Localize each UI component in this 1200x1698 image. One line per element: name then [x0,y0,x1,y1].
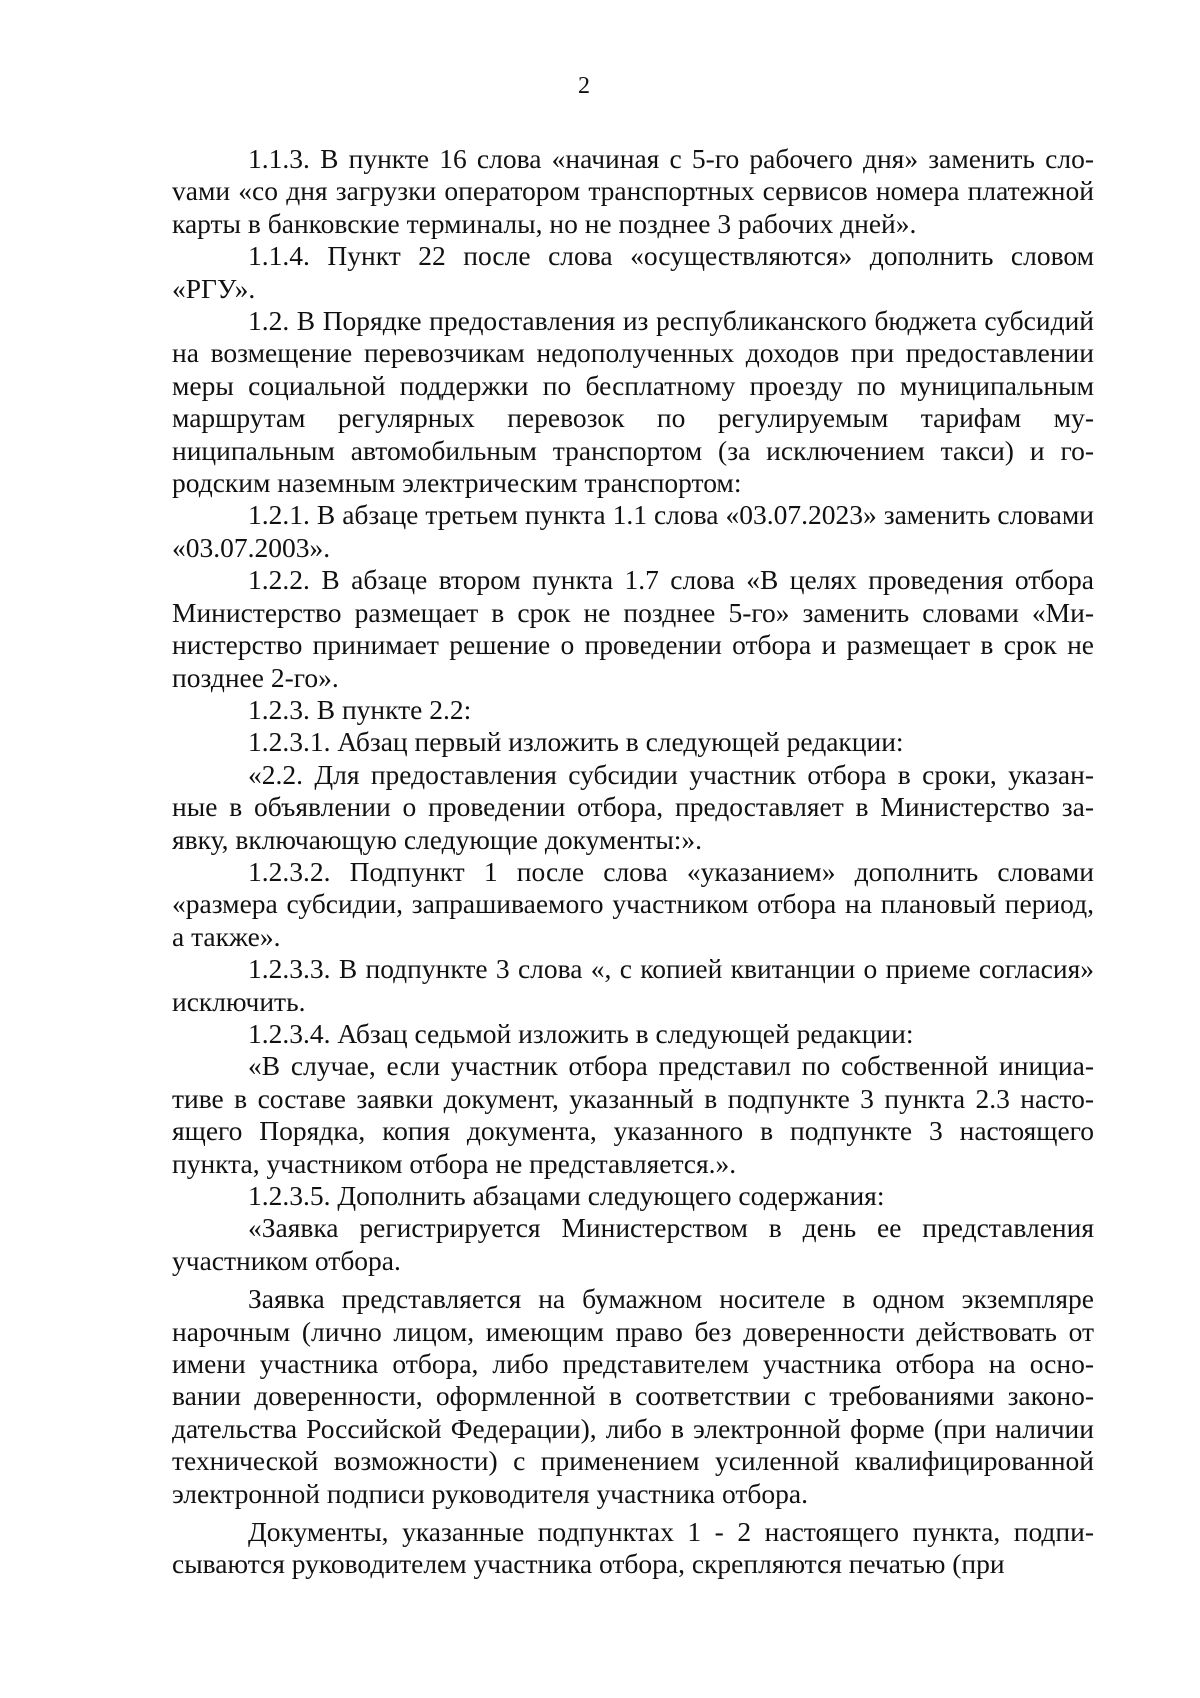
paragraph-1-1-4: 1.1.4. Пункт 22 после слова «осуществляются» дополнить словом «РГУ». [172,240,1094,304]
paragraph-documents-signing: Документы, указанные подпунктах 1 - 2 настоящего пункта, подписываются руководителем участника отбора, скрепляются печатью (при [172,1516,1094,1580]
paragraph-1-2-3-3: 1.2.3.3. В подпункте 3 слова «, с копией квитанции о приеме согласия» исключить. [172,953,1094,1017]
document-body [172,143,1094,1581]
paragraph-1-1-3: 1.1.3. В пункте 16 слова «начиная с 5-го рабочего дня» заменить слоvами «со дня загрузки оператором транспортных сервисов номера платежной карты в банковские терминалы, но не позднее 3 рабочих дней». [172,143,1094,239]
paragraph-quote-registration: «Заявка регистрируется Министерством в день ее представления участником отбора. [172,1212,1094,1276]
paragraph-1-2-3-4: 1.2.3.4. Абзац седьмой изложить в следующей редакции: [248,1017,914,1049]
paragraph-1-2-2: 1.2.2. В абзаце втором пункта 1.7 слова «В целях проведения отбора Министерство размещает в срок не позднее 5-го» заменить словами «Министерство принимает решение о проведении отбора и размещает в срок не позднее 2-го». [172,564,1094,693]
paragraph-1-2-1: 1.2.1. В абзаце третьем пункта 1.1 слова «03.07.2023» заменить словами «03.07.2003». [172,499,1094,563]
paragraph-1-2: 1.2. В Порядке предоставления из республиканского бюджета субсидий на возмещение перевозчикам недополученных доходов при предоставлении меры социальной поддержки по бесплатному проезду по муниципальным маршрутам регулярных перевозок по регулируемым тарифам муниципальным автомобильным транспортом (за исключением такси) и городским наземным электрическим транспортом: [172,305,1094,499]
paragraph-quote-case: «В случае, если участник отбора представил по собственной инициативе в составе заявки документ, указанный в подпункте 3 пункта 2.3 настоящего Порядка, копия документа, указанного в подпункте 3 настоящего пункта, участником отбора не представляется.». [172,1050,1094,1179]
paragraph-application-submission: Заявка представляется на бумажном носителе в одном экземпляре нарочным (лично лицом, имеющим право без доверенности действовать от имени участника отбора, либо представителем участника отбора на основании доверенности, оформленной в соответствии с требованиями законодательства Российской Федерации), либо в электронной форме (при наличии технической возможности) с применением усиленной квалифицированной электронной подписи руководителя участника отбора. [172,1283,1094,1509]
paragraph-1-2-3: 1.2.3. В пункте 2.2: [248,693,472,725]
page-number: 2 [578,73,590,99]
paragraph-1-2-3-2: 1.2.3.2. Подпункт 1 после слова «указанием» дополнить словами «размера субсидии, запрашиваемого участником отбора на плановый период, а также». [172,855,1094,952]
paragraph-1-2-3-1: 1.2.3.1. Абзац первый изложить в следующей редакции: [248,726,904,758]
paragraph-1-2-3-5: 1.2.3.5. Дополнить абзацами следующего содержания: [248,1180,885,1211]
paragraph-quote-2-2: «2.2. Для предоставления субсидии участник отбора в сроки, указанные в объявлении о проведении отбора, предоставляет в Министерство заявку, включающую следующие документы:». [172,758,1094,855]
